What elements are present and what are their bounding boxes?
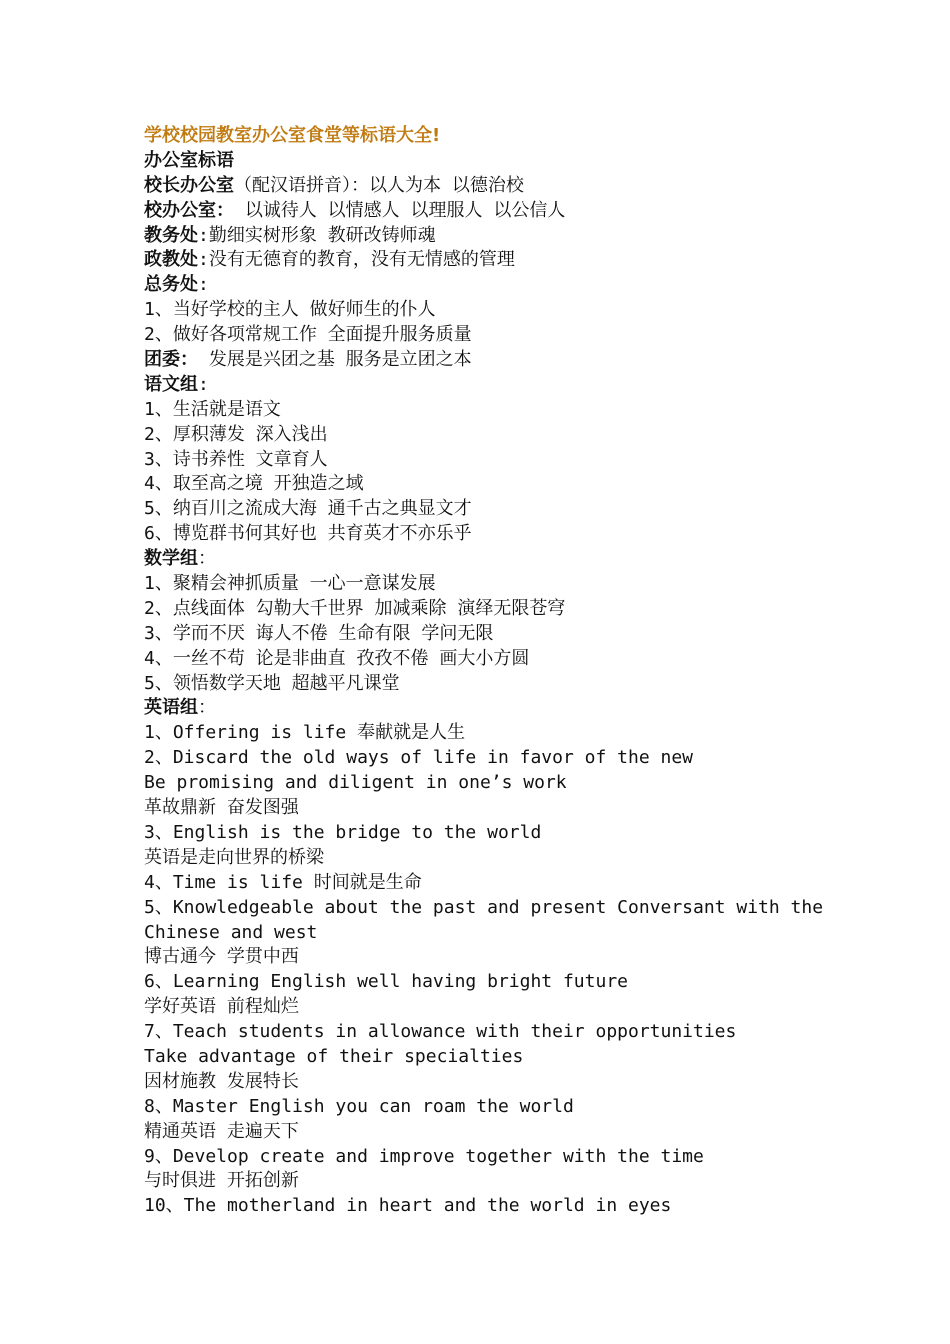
list-item: 5、领悟数学天地 超越平凡课堂: [144, 672, 400, 694]
list-item: 3、诗书养性 文章育人: [144, 448, 328, 470]
school-office-label: 校办公室：: [144, 199, 234, 221]
section-heading-office: 办公室标语: [144, 149, 234, 171]
list-item: 1、当好学校的主人 做好师生的仆人: [144, 299, 436, 321]
political-affairs-slogan: [144, 248, 924, 273]
list-item: 6、博览群书何其好也 共育英才不亦乐乎: [144, 523, 472, 545]
english-group-label: 英语组: [144, 697, 198, 719]
list-item: 与时俱进 开拓创新: [144, 1170, 299, 1192]
principal-office-label: 校长办公室: [144, 174, 234, 196]
list-item: 7、Teach students in allowance with their opportunities: [144, 1021, 737, 1043]
list-item: 2、厚积薄发 深入浅出: [144, 423, 328, 445]
list-item: 1、Offering is life 奉献就是人生: [144, 722, 466, 744]
list-item: 10、The motherland in heart and the world in eyes: [144, 1195, 672, 1217]
principal-office-slogan: [144, 174, 924, 199]
list-item: 革故鼎新 奋发图强: [144, 797, 299, 819]
document-title: 学校校园教室办公室食堂等标语大全!: [144, 125, 441, 146]
list-item: 4、取至高之境 开独造之域: [144, 473, 364, 495]
academic-affairs-text: :勤细实树形象 教研改铸师魂: [198, 224, 436, 246]
league-committee-label: 团委：: [144, 349, 198, 371]
league-committee-slogan: [144, 348, 924, 373]
list-item: 3、学而不厌 诲人不倦 生命有限 学问无限: [144, 622, 494, 644]
general-affairs-heading: [144, 273, 924, 298]
list-item: 1、聚精会神抓质量 一心一意谋发展: [144, 573, 436, 595]
principal-office-text: （配汉语拼音）：以人为本 以德治校: [234, 174, 524, 196]
chinese-group-heading: [144, 373, 924, 398]
school-office-slogan: [144, 199, 924, 224]
academic-affairs-slogan: [144, 224, 924, 249]
list-item: 4、Time is life 时间就是生命: [144, 871, 422, 893]
academic-affairs-label: 教务处: [144, 224, 198, 246]
chinese-group-suffix: :: [198, 373, 209, 395]
document-body: [144, 124, 924, 1219]
list-item: 8、Master English you can roam the world: [144, 1095, 574, 1117]
list-item: 2、做好各项常规工作 全面提升服务质量: [144, 324, 472, 346]
list-item: 2、Discard the old ways of life in favor of the new: [144, 747, 694, 769]
list-item: 5、Knowledgeable about the past and present Conversant with the: [144, 896, 824, 918]
political-affairs-text: :没有无德育的教育，没有无情感的管理: [198, 249, 515, 271]
math-group-label: 数学组: [144, 548, 198, 570]
list-item: Take advantage of their specialties: [144, 1045, 524, 1067]
list-item: 4、一丝不苟 论是非曲直 孜孜不倦 画大小方圆: [144, 647, 530, 669]
political-affairs-label: 政教处: [144, 249, 198, 271]
list-item: 2、点线面体 勾勒大千世界 加减乘除 演绎无限苍穹: [144, 597, 566, 619]
chinese-group-label: 语文组: [144, 373, 198, 395]
list-item: Be promising and diligent in one’s work: [144, 772, 567, 794]
english-group-heading: [144, 696, 924, 721]
list-item: 5、纳百川之流成大海 通千古之典显文才: [144, 498, 472, 520]
league-committee-text: 发展是兴团之基 服务是立团之本: [198, 349, 472, 371]
list-item: 博古通今 学贯中西: [144, 946, 299, 968]
list-item: 学好英语 前程灿烂: [144, 996, 299, 1018]
math-group-heading: [144, 547, 924, 572]
list-item: 英语是走向世界的桥梁: [144, 846, 324, 868]
list-item: 6、Learning English well having bright future: [144, 971, 628, 993]
math-group-suffix: ：: [198, 548, 216, 570]
list-item: 9、Develop create and improve together with the time: [144, 1145, 704, 1167]
general-affairs-label: 总务处: [144, 274, 198, 296]
list-item: 1、生活就是语文: [144, 398, 281, 420]
school-office-text: 以诚待人 以情感人 以理服人 以公信人: [234, 199, 566, 221]
list-item: Chinese and west: [144, 921, 318, 943]
english-group-suffix: ：: [198, 697, 216, 719]
list-item: 因材施教 发展特长: [144, 1070, 299, 1092]
list-item: 精通英语 走遍天下: [144, 1120, 299, 1142]
list-item: 3、English is the bridge to the world: [144, 821, 542, 843]
general-affairs-suffix: :: [198, 274, 209, 296]
